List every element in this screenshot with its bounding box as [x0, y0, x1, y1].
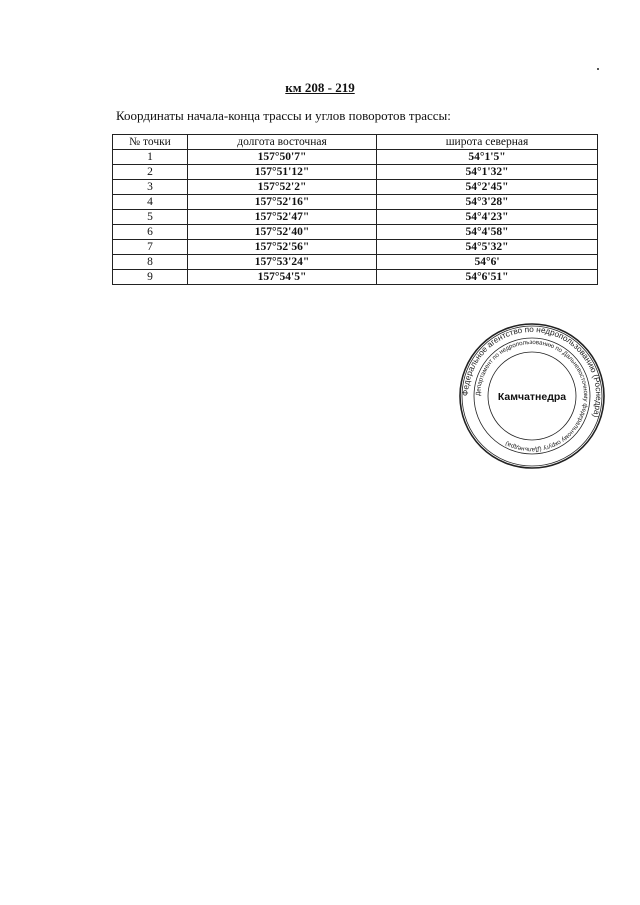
stamp-outer-text: Федеральное агентство по недропользованию (Роснедра) [460, 324, 604, 419]
header-longitude: долгота восточная [188, 135, 377, 150]
table-row [113, 255, 598, 270]
cell-point-number: 9 [113, 270, 188, 285]
cell-longitude: 157°52'56" [188, 240, 377, 255]
cell-longitude: 157°54'5" [188, 270, 377, 285]
cell-point-number: 8 [113, 255, 188, 270]
cell-longitude: 157°52'2" [188, 180, 377, 195]
header-latitude: широта северная [377, 135, 598, 150]
cell-latitude: 54°4'58" [377, 225, 598, 240]
table-row [113, 270, 598, 285]
table-row [113, 210, 598, 225]
cell-latitude: 54°2'45" [377, 180, 598, 195]
table-row [113, 225, 598, 240]
cell-point-number: 6 [113, 225, 188, 240]
cell-point-number: 5 [113, 210, 188, 225]
cell-latitude: 54°1'32" [377, 165, 598, 180]
cell-point-number: 2 [113, 165, 188, 180]
cell-point-number: 1 [113, 150, 188, 165]
cell-latitude: 54°5'32" [377, 240, 598, 255]
table-header-row [113, 135, 598, 150]
stamp-center-text: Камчатнедра [497, 391, 567, 403]
table-row [113, 165, 598, 180]
cell-longitude: 157°51'12" [188, 165, 377, 180]
header-point-number: № точки [113, 135, 188, 150]
cell-latitude: 54°4'23" [377, 210, 598, 225]
cell-point-number: 3 [113, 180, 188, 195]
cell-longitude: 157°52'47" [188, 210, 377, 225]
cell-longitude: 157°52'40" [188, 225, 377, 240]
table-row [113, 150, 598, 165]
cell-longitude: 157°53'24" [188, 255, 377, 270]
cell-point-number: 7 [113, 240, 188, 255]
table-row [113, 180, 598, 195]
cell-longitude: 157°50'7" [188, 150, 377, 165]
cell-latitude: 54°1'5" [377, 150, 598, 165]
coordinates-table [112, 134, 598, 285]
document-heading: км 208 - 219 [285, 80, 355, 95]
cell-latitude: 54°3'28" [377, 195, 598, 210]
official-stamp [458, 322, 606, 470]
table-row [113, 240, 598, 255]
speck-mark [597, 68, 599, 70]
cell-longitude: 157°52'16" [188, 195, 377, 210]
cell-point-number: 4 [113, 195, 188, 210]
table-row [113, 195, 598, 210]
intro-text: Координаты начала-конца трассы и углов поворотов трассы: [116, 108, 451, 123]
cell-latitude: 54°6' [377, 255, 598, 270]
cell-latitude: 54°6'51" [377, 270, 598, 285]
stamp-inner-text: Департамент по недропользованию по Дальневосточному федеральному округу (Дальнедра) [474, 338, 590, 454]
